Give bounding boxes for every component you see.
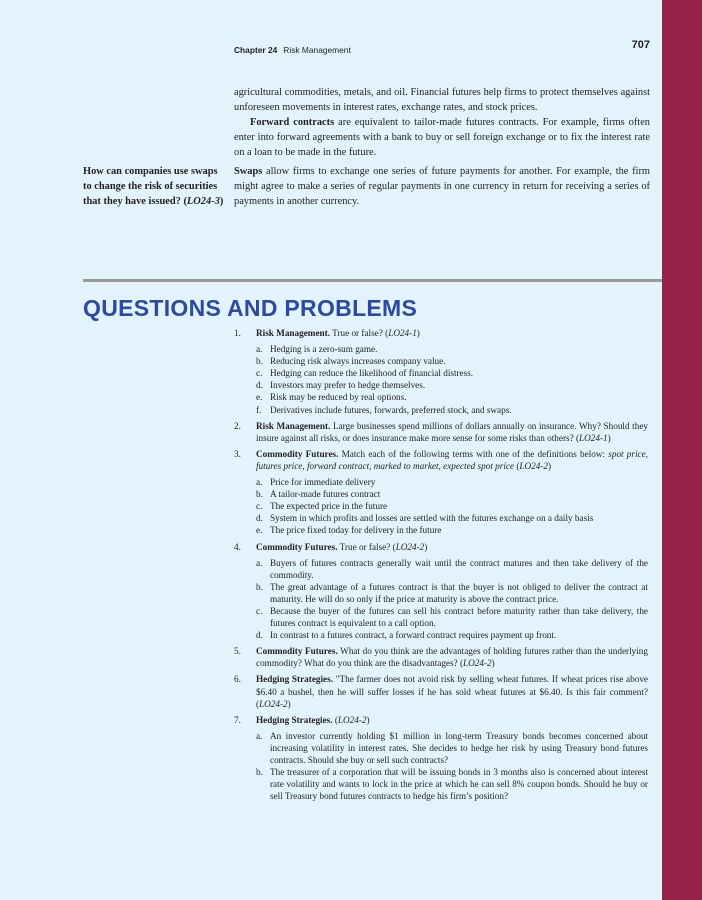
sub-question: [256, 343, 648, 355]
learning-objective: LO24-2: [337, 714, 367, 725]
sub-question-text: An investor currently holding $1 million in long-term Treasury bonds becomes concerned about increasing volatility in interest rates. She decides to hedge her risk by using Treasury bond futures contracts. Should she buy or sell such contracts?: [270, 730, 648, 765]
sub-question-letter: b.: [256, 581, 263, 592]
question-item: [234, 420, 648, 444]
margin-note-lo: LO24-3: [186, 196, 220, 207]
question-close: ): [491, 658, 495, 669]
sub-question: [256, 404, 648, 416]
sub-question-text: System in which profits and losses are settled with the futures exchange on a daily basis: [270, 513, 594, 524]
question-text: True or false? (: [337, 541, 396, 552]
question-title: Commodity Futures.: [256, 448, 339, 459]
sub-question: [256, 391, 648, 403]
chapter-label: Chapter 24: [234, 45, 278, 55]
learning-objective: LO24-2: [259, 698, 288, 709]
question-item: [234, 673, 648, 709]
question-text: Large businesses spend millions of dollars annually on insurance. Why? Should they insure against all risks, or does insurance make more sense for some risks than others? (: [256, 420, 648, 443]
intro-text: [234, 85, 650, 160]
question-number: 2.: [234, 420, 241, 431]
sub-question-text: Investors may prefer to hedge themselves.: [270, 380, 426, 391]
sub-question: [256, 488, 648, 500]
sub-question-letter: c.: [256, 368, 263, 379]
question-item: [234, 541, 648, 642]
sub-question-letter: b.: [256, 356, 263, 367]
sub-question-text: Hedging can reduce the likelihood of financial distress.: [270, 368, 474, 379]
question-number: 4.: [234, 541, 241, 552]
intro-paragraph-1: agricultural commodities, metals, and oil. Financial futures help firms to protect themselves against unforeseen movements in interest rates, exchange rates, and stock prices.: [234, 87, 650, 113]
question-close: ): [548, 460, 552, 471]
sub-question-text: A tailor-made futures contract: [270, 489, 381, 500]
sub-question-text: The price fixed today for delivery in the future: [270, 525, 442, 536]
sub-question-letter: f.: [256, 404, 262, 415]
sub-question-text: Risk may be reduced by real options.: [270, 392, 407, 403]
sub-question-text: Hedging is a zero-sum game.: [270, 344, 378, 355]
question-number: 3.: [234, 448, 241, 459]
sub-question-list: [256, 557, 648, 642]
learning-objective: LO24-2: [519, 460, 548, 471]
section-title: QUESTIONS AND PROBLEMS: [83, 295, 418, 321]
learning-objective: LO24-1: [388, 328, 417, 338]
page-number: 707: [631, 39, 650, 51]
sub-question-letter: c.: [256, 605, 263, 616]
sub-question: [256, 557, 648, 581]
sub-question-text: Buyers of futures contracts generally wait until the contract matures and then take delivery of the commodity.: [270, 557, 648, 580]
intro-paragraph-2: [234, 115, 650, 160]
question-item: [234, 714, 648, 803]
swaps-term: Swaps: [234, 166, 263, 177]
sub-question: [256, 379, 648, 391]
question-title: Risk Management.: [256, 420, 331, 431]
sub-question-text: Derivatives include futures, forwards, preferred stock, and swaps.: [270, 404, 512, 415]
question-close: ): [416, 328, 420, 338]
sub-question-list: [256, 343, 648, 416]
question-text-2: (: [514, 460, 520, 471]
sub-question-letter: c.: [256, 501, 263, 512]
learning-objective: LO24-2: [395, 541, 425, 552]
sub-question: [256, 512, 648, 524]
question-text: True or false? (: [330, 328, 389, 338]
sub-question-text: Price for immediate delivery: [270, 477, 376, 488]
question-close: ): [607, 432, 611, 443]
sub-question: [256, 367, 648, 379]
margin-note-close: ): [219, 196, 224, 207]
question-title: Hedging Strategies.: [256, 674, 333, 685]
question-title: Hedging Strategies.: [256, 714, 333, 725]
margin-note-text: How can companies use swaps to change the risk of securities that they have issued? (: [83, 166, 218, 207]
sub-question-letter: d.: [256, 630, 263, 641]
sub-question-letter: b.: [256, 767, 263, 778]
sub-question-letter: a.: [256, 477, 263, 488]
sub-question: [256, 500, 648, 512]
question-item: [234, 448, 648, 537]
page-header: [234, 40, 650, 58]
question-list: [234, 327, 648, 806]
sub-question: [256, 355, 648, 367]
side-color-bar: [662, 0, 702, 900]
sub-question: [256, 629, 648, 641]
question-item: [234, 645, 648, 669]
learning-objective: LO24-2: [463, 658, 492, 669]
sub-question-letter: a.: [256, 344, 263, 355]
sub-question: [256, 524, 648, 536]
question-terms: spot price, futures price, forward contract, marked to market, expected spot price: [256, 448, 648, 471]
intro-paragraph-2-text: are equivalent to tailor-made futures contracts. For example, firms often enter into forward agreements with a bank to buy or sell foreign exchange or to fix the interest rate on a loan to be made in the future.: [234, 117, 651, 158]
question-text: (: [332, 714, 338, 725]
question-title: Risk Management.: [256, 328, 331, 338]
sub-question-text: Because the buyer of the futures can sell his contract before maturity rather than take delivery, the futures contract is equivalent to a call option.: [270, 605, 648, 629]
forward-contracts-term: Forward contracts: [250, 117, 335, 128]
sub-question: [256, 730, 648, 766]
question-number: 7.: [234, 714, 241, 725]
sub-question-text: The treasurer of a corporation that will be issuing bonds in 3 months also is concerned about interest rate volatility and wants to lock in the price at which he can sell 8% coupon bonds. Should he buy or sell Treasury bond futures contracts to hedge his firm’s position?: [270, 767, 648, 802]
question-text: Match each of the following terms with one of the definitions below:: [338, 448, 609, 459]
sub-question-text: In contrast to a futures contract, a forward contract requires payment up front.: [270, 630, 557, 641]
question-title: Commodity Futures.: [256, 541, 338, 552]
question-item: [234, 327, 648, 416]
sub-question-letter: e.: [256, 392, 263, 403]
question-number: 5.: [234, 646, 241, 657]
question-title: Commodity Futures.: [256, 646, 338, 657]
question-number: 6.: [234, 674, 241, 685]
margin-note: [83, 164, 228, 209]
question-text: "The farmer does not avoid risk by selling wheat futures. If wheat prices rise above $6.40 a bushel, then he will suffer losses if he has sold wheat futures at $6.40. Is this fair comment? (: [256, 674, 648, 709]
sub-question-letter: a.: [256, 557, 263, 568]
sub-question: [256, 581, 648, 605]
swaps-text: allow firms to exchange one series of future payments for another. For example, the firm might agree to make a series of regular payments in one currency in return for receiving a series of payments in another currency.: [234, 166, 650, 207]
sub-question-list: [256, 730, 648, 803]
question-text: What do you think are the advantages of holding futures rather than the underlying commodity? What do you think are the disadvantages? (: [256, 646, 648, 669]
question-close: ): [287, 698, 291, 709]
sub-question-letter: b.: [256, 489, 263, 500]
sub-question-letter: d.: [256, 380, 263, 391]
question-number: 1.: [234, 328, 241, 338]
question-close: ): [424, 541, 428, 552]
sub-question: [256, 476, 648, 488]
section-name: Risk Management: [283, 45, 351, 55]
sub-question-list: [256, 476, 648, 536]
sub-question-text: Reducing risk always increases company value.: [270, 356, 446, 367]
sub-question: [256, 766, 648, 802]
sub-question: [256, 605, 648, 629]
section-divider: [83, 279, 662, 282]
sub-question-letter: a.: [256, 730, 263, 741]
sub-question-text: The expected price in the future: [270, 501, 388, 512]
swaps-paragraph: [234, 164, 650, 209]
sub-question-letter: d.: [256, 513, 263, 524]
sub-question-letter: e.: [256, 525, 263, 536]
question-close: ): [366, 714, 370, 725]
sub-question-text: The great advantage of a futures contract is that the buyer is not obliged to deliver the contract at maturity. He will do so only if the price at maturity is above the contract price.: [270, 581, 648, 604]
learning-objective: LO24-1: [579, 432, 608, 443]
